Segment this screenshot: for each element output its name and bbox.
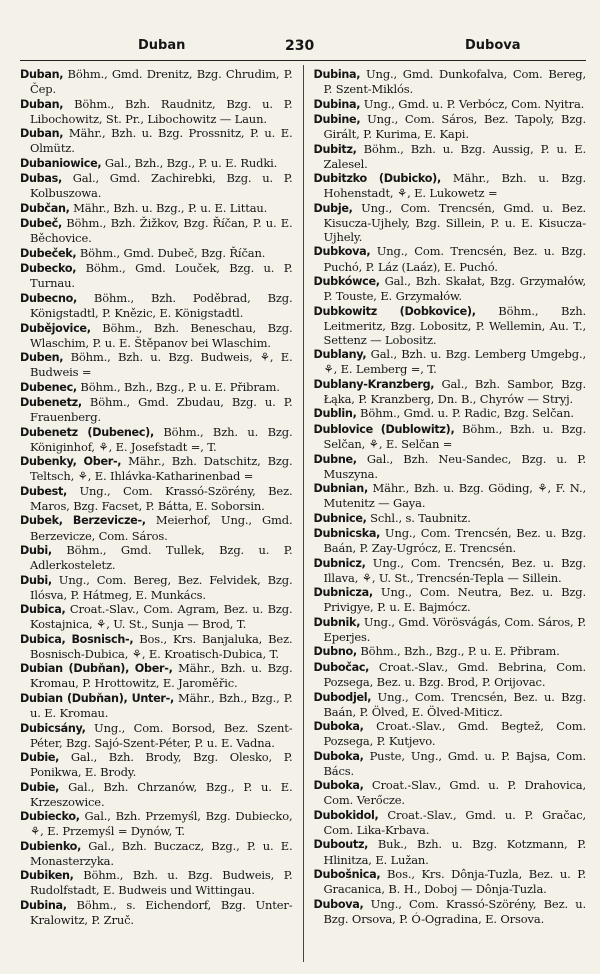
- directory-entry: [20, 780, 293, 809]
- entry-name: Dubeček,: [20, 246, 77, 260]
- entry-name: Dubica, Bosnisch-,: [20, 632, 134, 646]
- entry-details: Böhm., Bzh. Beneschau, Bzg. Wlaschim, P. u. E. Štěpanov bei Wlaschim.: [30, 320, 293, 350]
- right-column: [314, 67, 587, 962]
- directory-entry: [20, 661, 293, 690]
- page-header: [20, 38, 586, 56]
- entry-name: Dubošnica,: [313, 868, 381, 881]
- entry-details: Mähr., Bzh. Datschitz, Bzg. Teltsch, ⚘, E. Ihlávka-Katharinenbad =: [30, 454, 293, 484]
- entry-details: Böhm., Gmd. Tullek, Bzg. u. P. Adlerkosteletz.: [30, 543, 293, 573]
- entry-name: Dubějovice,: [20, 321, 91, 335]
- directory-entry: [314, 749, 587, 778]
- directory-entry: [20, 97, 293, 126]
- entry-details: Böhm., Bzh. u. Bzg. Budweis, ⚘, E. Budweis =: [30, 350, 293, 380]
- entry-details: Böhm., Gmd. Drenitz, Bzg. Chrudim, P. Čep.: [30, 67, 293, 97]
- entry-details: Croat.-Slav., Gmd. u. P. Gračac, Com. Lika-Krbava.: [323, 807, 586, 837]
- entry-name: Duban,: [20, 97, 64, 111]
- directory-entry: [314, 556, 587, 585]
- entry-name: Dubina,: [313, 68, 361, 81]
- entry-details: Böhm., Bzh. u. Bzg. Königinhof, ⚘, E. Josefstadt =, T.: [30, 424, 293, 454]
- entry-name: Dubodjel,: [313, 690, 372, 704]
- entry-details: Mähr., Bzh., Bzg., P. u. E. Kromau.: [30, 690, 293, 721]
- directory-entry: [314, 660, 587, 689]
- directory-entry: [20, 484, 293, 513]
- entry-details: Böhm., Gmd. u. P. Radic, Bzg. Selčan.: [356, 406, 574, 421]
- entry-name: Duboka,: [313, 779, 364, 793]
- directory-entry: [20, 291, 293, 320]
- entry-name: Dubine,: [313, 113, 361, 127]
- entry-name: Dublany,: [313, 348, 367, 362]
- entry-details: Ung., Com. Sáros, Bez. Tapoly, Bzg. Girált, P. Kurima, E. Kapi.: [323, 112, 586, 142]
- entry-name: Dubenetz,: [20, 396, 82, 410]
- entry-name: Dubno,: [313, 645, 357, 659]
- entry-name: Dubenetz (Dubenec),: [20, 425, 154, 439]
- entry-details: Böhm., Gmd. Zbudau, Bzg. u. P. Frauenberg.: [30, 395, 293, 425]
- directory-entry: [20, 868, 293, 897]
- entry-details: Ung., Com. Trencsén, Bez. u. Bzg. Baán, P. Ölved, E. Ölved-Miticz.: [323, 689, 586, 719]
- directory-entry: [20, 395, 293, 424]
- entry-name: Dubica,: [20, 603, 66, 617]
- directory-entry: [314, 304, 587, 347]
- entry-details: Mähr., Bzh. u. Bzg., P. u. E. Littau.: [69, 200, 268, 215]
- directory-entry: [20, 809, 293, 838]
- entry-details: Böhm., Bzh. Poděbrad, Bzg. Königstadtl, P. Knězic, E. Königstadtl.: [30, 290, 293, 321]
- entry-name: Dublovice (Dublowitz),: [313, 422, 455, 436]
- directory-entry: [20, 67, 293, 96]
- directory-entry: [314, 644, 587, 659]
- entry-details: Böhm., Bzh., Bzg., P. u. E. Přibram.: [76, 379, 280, 394]
- entry-details: Ung., Com. Krassó-Szörény, Bez. Maros, Bzg. Facset, P. Bátta, E. Soborsin.: [30, 483, 293, 513]
- directory-entry: [20, 691, 293, 720]
- directory-entry: [314, 142, 587, 171]
- entry-name: Dubkówce,: [313, 275, 380, 289]
- directory-entry: [20, 750, 293, 779]
- entry-name: Dubnicz,: [313, 556, 366, 570]
- header-rule: [20, 60, 586, 61]
- entry-name: Dubienko,: [20, 839, 82, 853]
- directory-entry: [20, 839, 293, 868]
- header-right-keyword: Dubova: [465, 38, 521, 53]
- entry-details: Böhm., Bzh. Raudnitz, Bzg. u. P. Libochowitz, St. Pr., Libochowitz — Laun.: [30, 96, 293, 126]
- entry-details: Croat.-Slav., Gmd. Bebrina, Com. Pozsega, Bez. u. Bzg. Brod, P. Orijovac.: [323, 659, 586, 690]
- entry-name: Dubie,: [20, 751, 60, 765]
- directory-entry: [314, 897, 587, 926]
- entry-details: Ung., Gmd. Vörösvágás, Com. Sáros, P. Eperjes.: [323, 614, 586, 644]
- entry-details: Ung., Com. Trencsén, Gmd. u. Bez. Kisucza-Ujhely, Bzg. Sillein, P. u. E. Kisucza-Ujhely.: [323, 200, 586, 244]
- directory-entry: [314, 690, 587, 719]
- directory-entry: [314, 615, 587, 644]
- entry-name: Dubočac,: [313, 660, 370, 674]
- entry-name: Dubnicza,: [313, 586, 373, 600]
- entry-name: Dubitz,: [313, 142, 357, 156]
- entry-details: Ung., Com. Neutra, Bez. u. Bzg. Privigye, P. u. E. Bajmócz.: [323, 585, 586, 615]
- entry-details: Böhm., Bzh. u. Bzg. Selčan, ⚘, E. Selčan =: [323, 421, 586, 452]
- directory-entry: [20, 216, 293, 245]
- entry-details: Buk., Bzh. u. Bzg. Kotzmann, P. Hlinitza, E. Lužan.: [323, 837, 586, 867]
- directory-entry: [20, 898, 293, 927]
- entry-name: Duban,: [20, 127, 64, 141]
- entry-name: Dubne,: [313, 452, 357, 466]
- entry-name: Dubek, Berzevicze-,: [20, 514, 146, 528]
- directory-entry: [20, 246, 293, 261]
- entry-details: Böhm., Bzh. u. Bzg. Budweis, P. Rudolfstadt, E. Budweis und Wittingau.: [30, 868, 293, 898]
- entry-details: Schl., s. Taubnitz.: [366, 510, 471, 525]
- directory-entry: [314, 201, 587, 244]
- entry-name: Dubenky, Ober-,: [20, 455, 122, 469]
- entry-details: Meierhof, Ung., Gmd. Berzevicze, Com. Sáros.: [30, 513, 293, 543]
- entry-name: Duboka,: [313, 749, 364, 763]
- entry-name: Dublany-Kranzberg,: [313, 377, 435, 391]
- entry-name: Dubi,: [20, 573, 52, 587]
- entry-details: Gal., Bzh. Neu-Sandec, Bzg. u. P. Muszyna.: [323, 451, 586, 481]
- entry-name: Dubiecko,: [20, 810, 80, 824]
- header-left-keyword: Duban: [138, 38, 186, 53]
- directory-entry: [314, 585, 587, 614]
- entry-details: Böhm., Bzh. Leitmeritz, Bzg. Lobositz, P. Wellemin, Au. T., Settenz — Lobositz.: [323, 303, 586, 347]
- entry-details: Ung., Com. Trencsén, Bez. u. Bzg. Baán, P. Zay-Ugrócz, E. Trencsén.: [323, 526, 586, 556]
- entry-details: Ung., Com. Krassó-Szörény, Bez. u. Bzg. Orsova, P. Ó-Ogradina, E. Orsova.: [323, 896, 586, 926]
- entry-name: Duboka,: [313, 720, 364, 734]
- entry-details: Mähr., Bzh. u. Bzg. Kromau, P. Hrottowitz, E. Jaroměřic.: [30, 661, 293, 691]
- entry-details: Puste, Ung., Gmd. u. P. Bajsa, Com. Bács.: [323, 748, 586, 778]
- entry-details: Ung., Com. Borsod, Bez. Szent-Péter, Bzg. Sajó-Szent-Péter, P. u. E. Vadna.: [30, 720, 293, 750]
- entry-name: Dubnicska,: [313, 527, 381, 541]
- entry-name: Dubeč,: [20, 217, 62, 231]
- entry-details: Böhm., Gmd. Dubeč, Bzg. Říčan.: [76, 245, 266, 260]
- entry-details: Gal., Bzh. Sambor, Bzg. Łąka, P. Kranzberg, Dn. B., Chyrów — Stryj.: [323, 376, 586, 406]
- entry-details: Böhm., Bzh., Bzg., P. u. E. Přibram.: [356, 644, 560, 659]
- entry-name: Dubnik,: [313, 615, 361, 629]
- entry-details: Mähr., Bzh. u. Bzg. Hohenstadt, ⚘, E. Lukowetz =: [323, 171, 586, 201]
- entry-details: Böhm., Bzh. u. Bzg. Aussig, P. u. E. Zalesel.: [323, 141, 586, 171]
- entry-name: Dubina,: [313, 97, 361, 111]
- directory-entry: [20, 261, 293, 290]
- entry-name: Dubkowitz (Dobkovice),: [313, 304, 476, 318]
- entry-name: Dubnice,: [313, 511, 367, 525]
- directory-entry: [314, 112, 587, 141]
- entry-columns: [20, 67, 586, 962]
- directory-entry: [20, 425, 293, 454]
- entry-name: Dubkova,: [313, 245, 371, 259]
- directory-entry: [20, 543, 293, 572]
- entry-details: Ung., Gmd. Dunkofalva, Com. Bereg, P. Szent-Miklós.: [323, 67, 586, 97]
- directory-entry: [314, 837, 587, 866]
- entry-details: Ung., Com. Trencsén, Bez. u. Bzg. Illava, ⚘, U. St., Trencsén-Tepla — Sillein.: [323, 555, 586, 585]
- directory-entry: [314, 867, 587, 896]
- directory-entry: [20, 350, 293, 379]
- entry-name: Dubčan,: [20, 201, 70, 215]
- entry-details: Ung., Gmd. u. P. Verbócz, Com. Nyitra.: [360, 96, 585, 111]
- directory-entry: [20, 126, 293, 155]
- entry-details: Gal., Bzh. Brody, Bzg. Olesko, P. Ponikwa, E. Brody.: [30, 750, 293, 780]
- entry-name: Dubian (Dubňan), Ober-,: [20, 662, 173, 676]
- directory-entry: [20, 513, 293, 542]
- directory-entry: [314, 274, 587, 303]
- directory-entry: [314, 452, 587, 481]
- left-column: [20, 67, 293, 962]
- directory-entry: [314, 511, 587, 526]
- entry-name: Dubje,: [313, 201, 353, 215]
- entry-name: Dubenec,: [20, 380, 77, 394]
- entry-name: Dubicsány,: [20, 721, 86, 735]
- directory-entry: [20, 573, 293, 602]
- directory-entry: [20, 602, 293, 631]
- entry-details: Ung., Com. Trencsén, Bez. u. Bzg. Puchó, P. Láz (Laáz), E. Puchó.: [323, 244, 586, 274]
- entry-details: Mähr., Bzh. u. Bzg. Prossnitz, P. u. E. Olmütz.: [30, 126, 293, 156]
- directory-entry: [314, 347, 587, 376]
- entry-details: Gal., Bzh. Chrzanów, Bzg., P. u. E. Krzeszowice.: [30, 779, 293, 809]
- directory-entry: [20, 321, 293, 350]
- entry-name: Dubina,: [20, 898, 67, 912]
- entry-name: Dubecko,: [20, 262, 77, 276]
- entry-name: Dublin,: [313, 407, 357, 421]
- directory-entry: [314, 97, 587, 112]
- entry-details: Mähr., Bzh. u. Bzg. Göding, ⚘, F. N., Mutenitz — Gaya.: [323, 481, 586, 511]
- entry-details: Böhm., Bzh. Žižkov, Bzg. Říčan, P. u. E. Běchovice.: [30, 216, 293, 246]
- directory-entry: [314, 406, 587, 421]
- entry-name: Dubian (Dubňan), Unter-,: [20, 691, 174, 705]
- entry-details: Bos., Krs. Banjaluka, Bez. Bosnisch-Dubica, ⚘, E. Kroatisch-Dubica, T.: [30, 631, 293, 661]
- entry-details: Gal., Bzh. Przemyśl, Bzg. Dubiecko, ⚘, E. Przemyśl = Dynów, T.: [30, 809, 293, 839]
- entry-name: Dubiken,: [20, 869, 74, 883]
- directory-entry: [314, 526, 587, 555]
- entry-details: Gal., Bzh. Buczacz, Bzg., P. u. E. Monasterzyka.: [30, 838, 293, 868]
- entry-details: Bos., Krs. Dônja-Tuzla, Bez. u. P. Gracanica, B. H., Doboj — Dônja-Tuzla.: [323, 867, 586, 897]
- directory-entry: [314, 719, 587, 748]
- directory-entry: [314, 67, 587, 96]
- directory-entry: [20, 632, 293, 661]
- directory-entry: [20, 156, 293, 171]
- entry-details: Böhm., s. Eichendorf, Bzg. Unter-Kralowitz, P. Zruč.: [30, 897, 293, 928]
- entry-details: Gal., Bzh. Skałat, Bzg. Grzymałów, P. Touste, E. Grzymałów.: [323, 274, 586, 304]
- entry-name: Duben,: [20, 351, 64, 365]
- entry-name: Dubokidol,: [313, 808, 379, 822]
- entry-name: Dubova,: [313, 897, 364, 911]
- entry-name: Dubecno,: [20, 291, 77, 305]
- entry-details: Gal., Gmd. Zachirebki, Bzg. u. P. Kolbuszowa.: [30, 171, 293, 201]
- entry-name: Dubi,: [20, 544, 52, 558]
- entry-name: Dubitzko (Dubicko),: [313, 172, 441, 186]
- entry-details: Ung., Com. Bereg, Bez. Felvidek, Bzg. Ilósva, P. Hátmeg, E. Munkács.: [30, 572, 293, 602]
- entry-name: Dubest,: [20, 484, 68, 498]
- entry-details: Böhm., Gmd. Louček, Bzg. u. P. Turnau.: [30, 261, 293, 291]
- directory-entry: [314, 481, 587, 510]
- directory-entry: [20, 721, 293, 750]
- directory-entry: [20, 171, 293, 200]
- entry-name: Dubaniowice,: [20, 156, 102, 170]
- directory-entry: [20, 380, 293, 395]
- directory-entry: [20, 454, 293, 483]
- directory-entry: [314, 778, 587, 807]
- entry-details: Gal., Bzh. u. Bzg. Lemberg Umgebg., ⚘, E. Lemberg =, T.: [323, 347, 586, 377]
- directory-entry: [314, 244, 587, 273]
- directory-entry: [20, 201, 293, 216]
- entry-name: Duban,: [20, 68, 64, 81]
- column-divider: [303, 65, 304, 962]
- entry-name: Dubnian,: [313, 482, 368, 496]
- directory-entry: [314, 808, 587, 837]
- entry-name: Dubie,: [20, 780, 60, 794]
- page-number: 230: [285, 38, 315, 54]
- entry-details: Gal., Bzh., Bzg., P. u. E. Rudki.: [101, 155, 278, 170]
- directory-entry: [314, 422, 587, 451]
- entry-name: Duboutz,: [313, 838, 369, 852]
- directory-entry: [314, 377, 587, 406]
- entry-details: Croat.-Slav., Gmd. Begtež, Com. Pozsega, P. Kutjevo.: [323, 719, 586, 749]
- entry-name: Dubas,: [20, 172, 62, 186]
- entry-details: Croat.-Slav., Com. Agram, Bez. u. Bzg. Kostajnica, ⚘, U. St., Sunja — Brod, T.: [30, 602, 293, 632]
- directory-entry: [314, 171, 587, 200]
- entry-details: Croat.-Slav., Gmd. u. P. Drahovica, Com. Verőcze.: [323, 778, 586, 808]
